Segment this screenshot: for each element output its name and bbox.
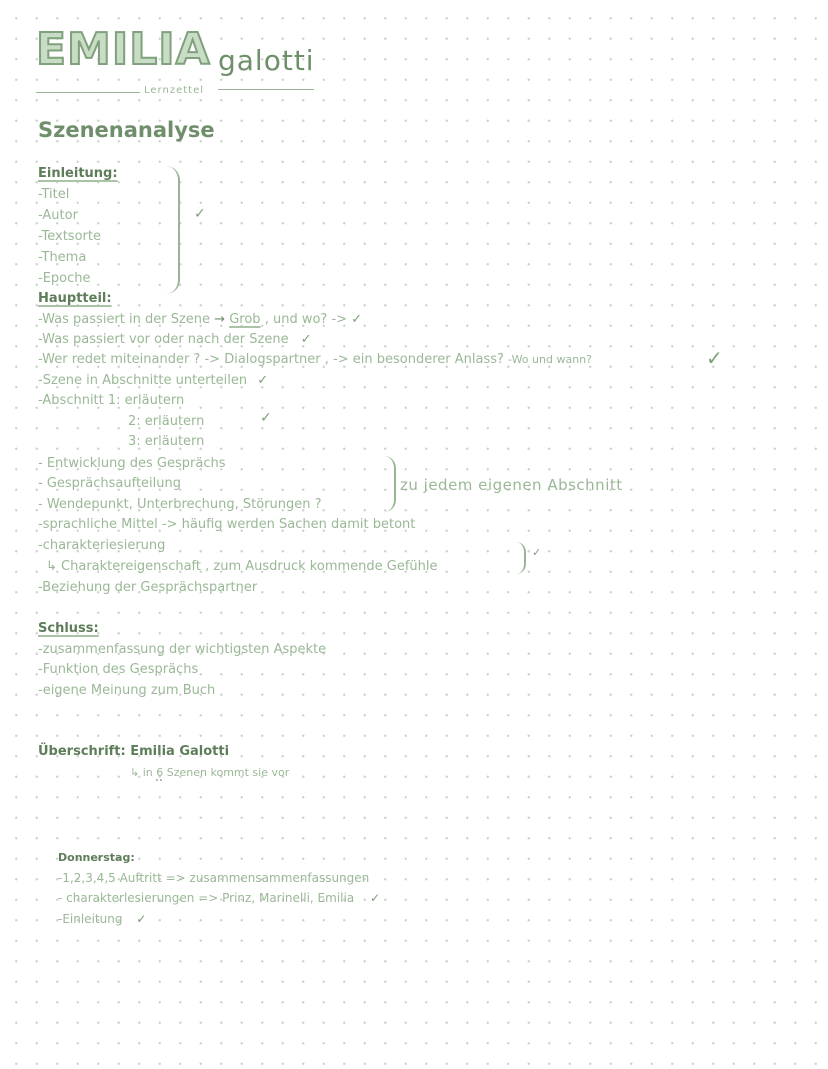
ueberschrift-note-pre: in: [142, 766, 153, 779]
arrow-small-icon: ->: [331, 312, 348, 327]
subtitle-lernzettel: Lernzettel: [144, 85, 204, 96]
einleitung-item: -Textsorte: [38, 229, 101, 244]
hauptteil-line-3-anlass: ein besonderer Anlass?: [352, 352, 504, 367]
donnerstag-heading: Donnerstag:: [58, 851, 135, 864]
hauptteil-line-3-partner: Dialogspartner ,: [224, 352, 329, 367]
title-underline-right: [218, 89, 314, 90]
arrow-icon: →: [214, 312, 226, 327]
hauptteil-line-1-where: , und wo?: [264, 312, 328, 327]
hauptteil-line-3: [38, 352, 592, 367]
donnerstag-item-text: -Einleitung: [58, 912, 123, 926]
page-title: Szenenanalyse: [38, 118, 215, 142]
hauptteil-line-10-text: Charaktereigenschaft , zum Ausdruck kommende Gefühle: [61, 559, 438, 574]
hauptteil-line-1-text: -Was passiert in der Szene: [38, 312, 211, 327]
donnerstag-item: [58, 912, 146, 926]
hauptteil-heading: Hauptteil:: [38, 291, 112, 306]
title-underline-left: [36, 92, 140, 93]
donnerstag-item-text: - charakterlesierungen => Prinz, Marinelli, Emilia: [58, 891, 355, 905]
hauptteil-group-1: - Entwicklung des Gesprächs: [38, 456, 226, 471]
hauptteil-line-11: -Beziehung der Gesprächspartner: [38, 580, 258, 595]
hauptteil-line-8-text: -sprachliche Mittel: [38, 517, 158, 532]
einleitung-item: -Autor: [38, 208, 78, 223]
check-icon: ✓: [257, 373, 269, 388]
einleitung-brace: [162, 166, 180, 294]
hauptteil-group-3: - Wendepunkt, Unterbrechung, Störungen ?: [38, 497, 322, 512]
ueberschrift-note-num: 6: [156, 766, 164, 779]
schluss-item: -Funktion des Gesprächs: [38, 662, 199, 677]
arrow-small-icon: ->: [333, 352, 349, 367]
hauptteil-line-1-grob: Grob: [229, 312, 261, 327]
check-icon: ✓: [136, 912, 147, 926]
hauptteil-line-5: -Abschnitt 1: erläutern: [38, 393, 185, 408]
check-icon: ✓: [370, 891, 381, 905]
einleitung-item: -Epoche: [38, 271, 91, 286]
arrow-small-icon: ->: [161, 517, 178, 532]
check-icon: ✓: [194, 206, 206, 222]
hauptteil-line-2-text: -Was passiert vor oder nach der Szene: [38, 332, 289, 347]
group-note: zu jedem eigenen Abschnitt: [400, 476, 623, 494]
check-icon: ✓: [351, 312, 363, 327]
check-icon: ✓: [300, 332, 312, 347]
ueberschrift-label: Überschrift: Emilia Galotti: [38, 744, 230, 759]
hauptteil-group-2: - Gesprächsaufteilung: [38, 476, 181, 491]
hauptteil-line-4-text: -Szene in Abschnitte unterteilen: [38, 373, 248, 388]
hauptteil-line-1: [38, 312, 362, 327]
hauptteil-line-8: [38, 517, 415, 532]
ueberschrift-note-post: Szenen kommt sie vor: [166, 766, 290, 779]
check-icon: ✓: [532, 546, 542, 559]
arrow-small-icon: ->: [204, 352, 221, 367]
einleitung-heading: Einleitung:: [38, 166, 118, 181]
hauptteil-line-7: 3: erläutern: [128, 434, 205, 449]
check-icon: ✓: [706, 346, 723, 370]
title-emilia: EMILIA: [36, 24, 211, 75]
hook-arrow-icon: ↳: [130, 766, 140, 779]
hauptteil-line-9: -charakteriesierung: [38, 538, 166, 553]
einleitung-item: -Thema: [38, 250, 87, 265]
hook-arrow-icon: ↳: [46, 559, 57, 574]
schluss-heading: Schluss:: [38, 621, 99, 636]
hauptteil-line-8-note: häufig werden Sachen damit betont: [181, 517, 416, 532]
schluss-item: -eigene Meinung zum Buch: [38, 683, 216, 698]
hauptteil-line-2: [38, 332, 312, 347]
title-galotti: galotti: [218, 44, 315, 77]
schluss-item: -zusammenfassung der wichtigsten Aspekte: [38, 642, 327, 657]
hauptteil-line-6: 2: erläutern: [128, 414, 205, 429]
hauptteil-line-3-wo: -Wo und wann?: [508, 353, 592, 366]
hauptteil-line-10: [46, 559, 438, 574]
ueberschrift-note: [130, 766, 289, 779]
check-icon: ✓: [260, 410, 272, 426]
hauptteil-line-3-text: -Wer redet miteinander ?: [38, 352, 201, 367]
donnerstag-item: [58, 891, 380, 905]
group-brace: [384, 456, 396, 512]
einleitung-item: -Titel: [38, 187, 70, 202]
charakter-brace: [516, 542, 526, 574]
hauptteil-line-4: [38, 373, 268, 388]
donnerstag-item: -1,2,3,4,5 Auftritt => zusammensammenfassungen: [58, 871, 370, 885]
